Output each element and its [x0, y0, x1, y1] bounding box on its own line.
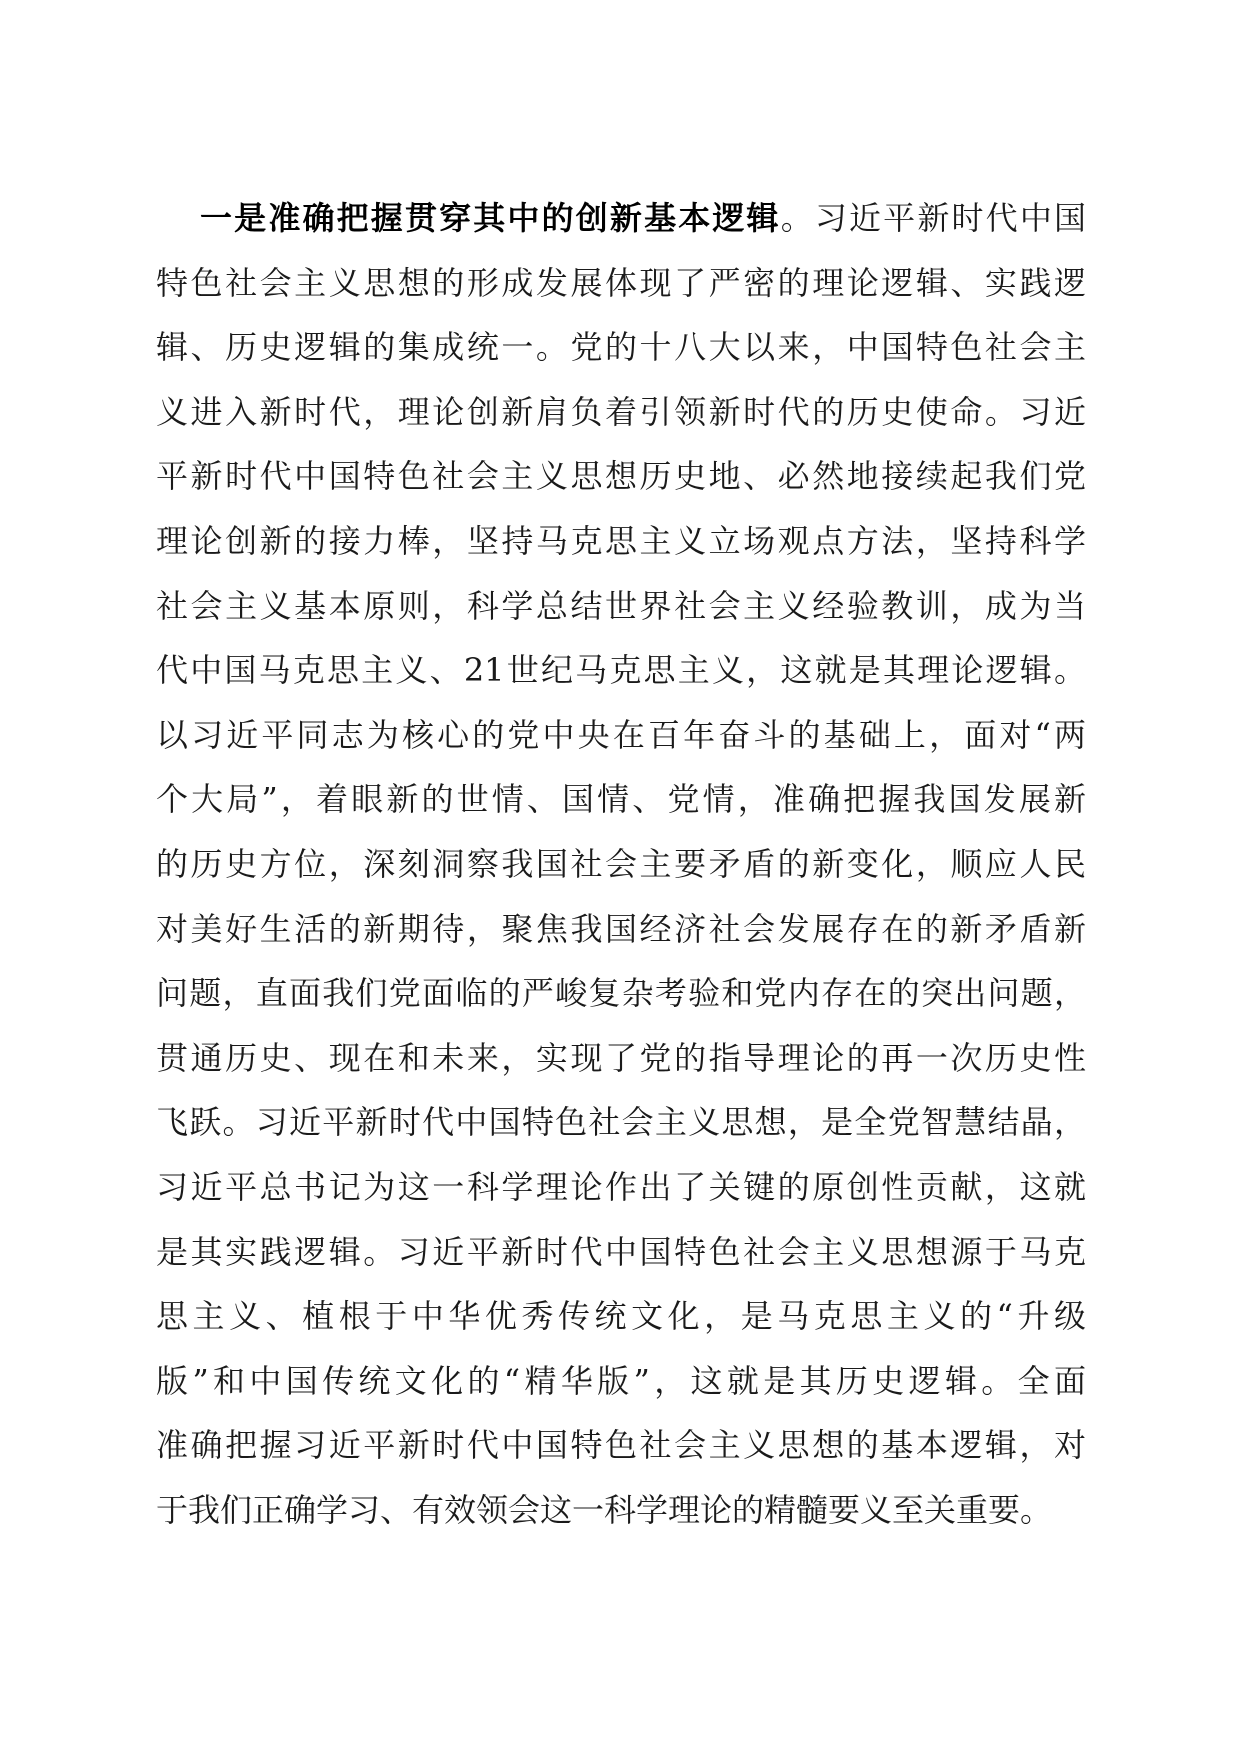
- paragraph-line: 平新时代中国特色社会主义思想历史地、必然地接续起我们党: [156, 457, 1086, 496]
- paragraph-line: 问题，直面我们党面临的严峻复杂考验和党内存在的突出问题，: [156, 974, 1086, 1013]
- paragraph-line: 思主义、植根于中华优秀传统文化，是马克思主义的“升级: [156, 1297, 1086, 1336]
- paragraph-line-text: 。习近平新时代中国: [780, 199, 1086, 237]
- paragraph-heading: 一是准确把握贯穿其中的创新基本逻辑: [200, 199, 781, 237]
- paragraph-line: 是其实践逻辑。习近平新时代中国特色社会主义思想源于马克: [156, 1232, 1086, 1271]
- paragraph-line: 贯通历史、现在和未来，实现了党的指导理论的再一次历史性: [156, 1038, 1086, 1077]
- paragraph-line: 以习近平同志为核心的党中央在百年奋斗的基础上，面对“两: [156, 715, 1086, 754]
- paragraph-line: [156, 186, 1086, 251]
- paragraph-line: 理论创新的接力棒，坚持马克思主义立场观点方法，坚持科学: [156, 521, 1086, 560]
- paragraph-line: 代中国马克思主义、21世纪马克思主义，这就是其理论逻辑。: [156, 651, 1086, 690]
- paragraph-line: 准确把握习近平新时代中国特色社会主义思想的基本逻辑，对: [156, 1426, 1086, 1465]
- paragraph-line: 个大局”，着眼新的世情、国情、党情，准确把握我国发展新: [156, 780, 1086, 819]
- paragraph-line: 辑、历史逻辑的集成统一。党的十八大以来，中国特色社会主: [156, 328, 1086, 367]
- paragraph-line: 习近平总书记为这一科学理论作出了关键的原创性贡献，这就: [156, 1167, 1086, 1206]
- paragraph-line: 社会主义基本原则，科学总结世界社会主义经验教训，成为当: [156, 586, 1086, 625]
- paragraph-line: 飞跃。习近平新时代中国特色社会主义思想，是全党智慧结晶，: [156, 1103, 1086, 1142]
- paragraph-line: 版”和中国传统文化的“精华版”，这就是其历史逻辑。全面: [156, 1361, 1086, 1400]
- paragraph-line: 义进入新时代，理论创新肩负着引领新时代的历史使命。习近: [156, 392, 1086, 431]
- paragraph-line: 于我们正确学习、有效领会这一科学理论的精髓要义至关重要。: [156, 1490, 1053, 1529]
- paragraph-line: 的历史方位，深刻洞察我国社会主要矛盾的新变化，顺应人民: [156, 844, 1086, 883]
- paragraph-line: 特色社会主义思想的形成发展体现了严密的理论逻辑、实践逻: [156, 263, 1086, 302]
- body-paragraph: [156, 186, 1086, 1542]
- paragraph-line: 对美好生活的新期待，聚焦我国经济社会发展存在的新矛盾新: [156, 909, 1086, 948]
